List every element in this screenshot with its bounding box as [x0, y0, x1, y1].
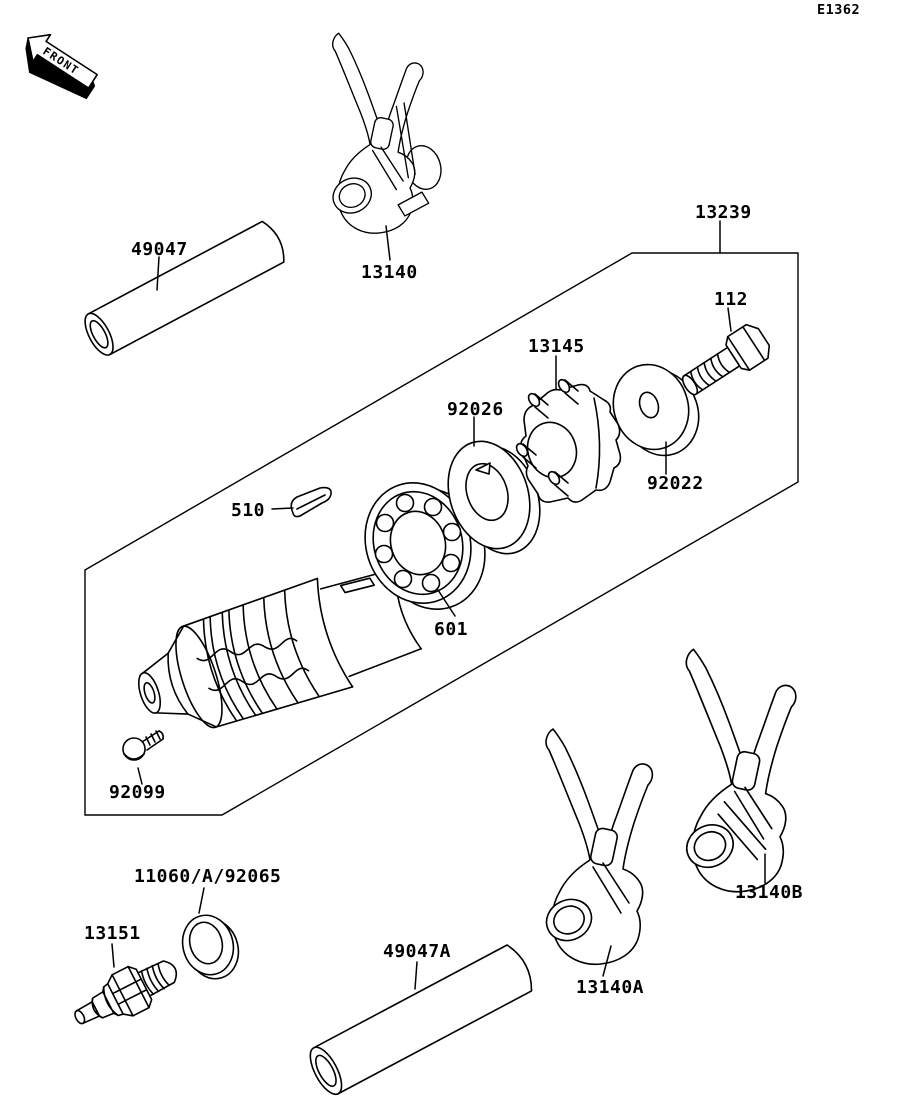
part-label-13151: 13151: [84, 923, 141, 944]
leader-13151: [112, 944, 114, 967]
front-label: FRONT: [40, 44, 82, 78]
screw-92099: [123, 731, 163, 760]
part-label-49047: 49047: [131, 239, 188, 260]
shift-fork-13140B: [680, 649, 796, 891]
part-label-13239: 13239: [695, 202, 752, 223]
part-label-510: 510: [231, 500, 266, 521]
leader-112: [728, 308, 731, 331]
part-label-601: 601: [434, 619, 469, 640]
part-label-112: 112: [714, 289, 749, 310]
diagram-code: E1362: [817, 2, 861, 18]
part-label-92022: 92022: [647, 473, 704, 494]
woodruff-key-510: [291, 488, 331, 517]
cam-holder-13145: [514, 378, 620, 502]
part-label-13140: 13140: [361, 262, 418, 283]
part-label-11060: 11060/A/92065: [134, 866, 282, 887]
part-label-92026: 92026: [447, 399, 504, 420]
part-label-49047A: 49047A: [383, 941, 452, 962]
switch-13151: [66, 948, 186, 1039]
front-arrow: [13, 25, 105, 106]
part-label-92099: 92099: [109, 782, 166, 803]
part-label-13140A: 13140A: [576, 977, 645, 998]
shift-rod-49047A: [304, 942, 538, 1099]
part-label-13140B: 13140B: [735, 882, 804, 903]
shift-fork-13140: [327, 33, 445, 233]
shift-fork-13140A: [540, 729, 653, 964]
part-label-13145: 13145: [528, 336, 585, 357]
leader-49047A: [415, 962, 417, 989]
leader-510: [272, 508, 293, 509]
leader-11060: [199, 888, 204, 913]
hex-bolt-112: [675, 320, 775, 404]
gear-change-drum: [123, 555, 425, 750]
gasket-11060: [176, 910, 245, 985]
